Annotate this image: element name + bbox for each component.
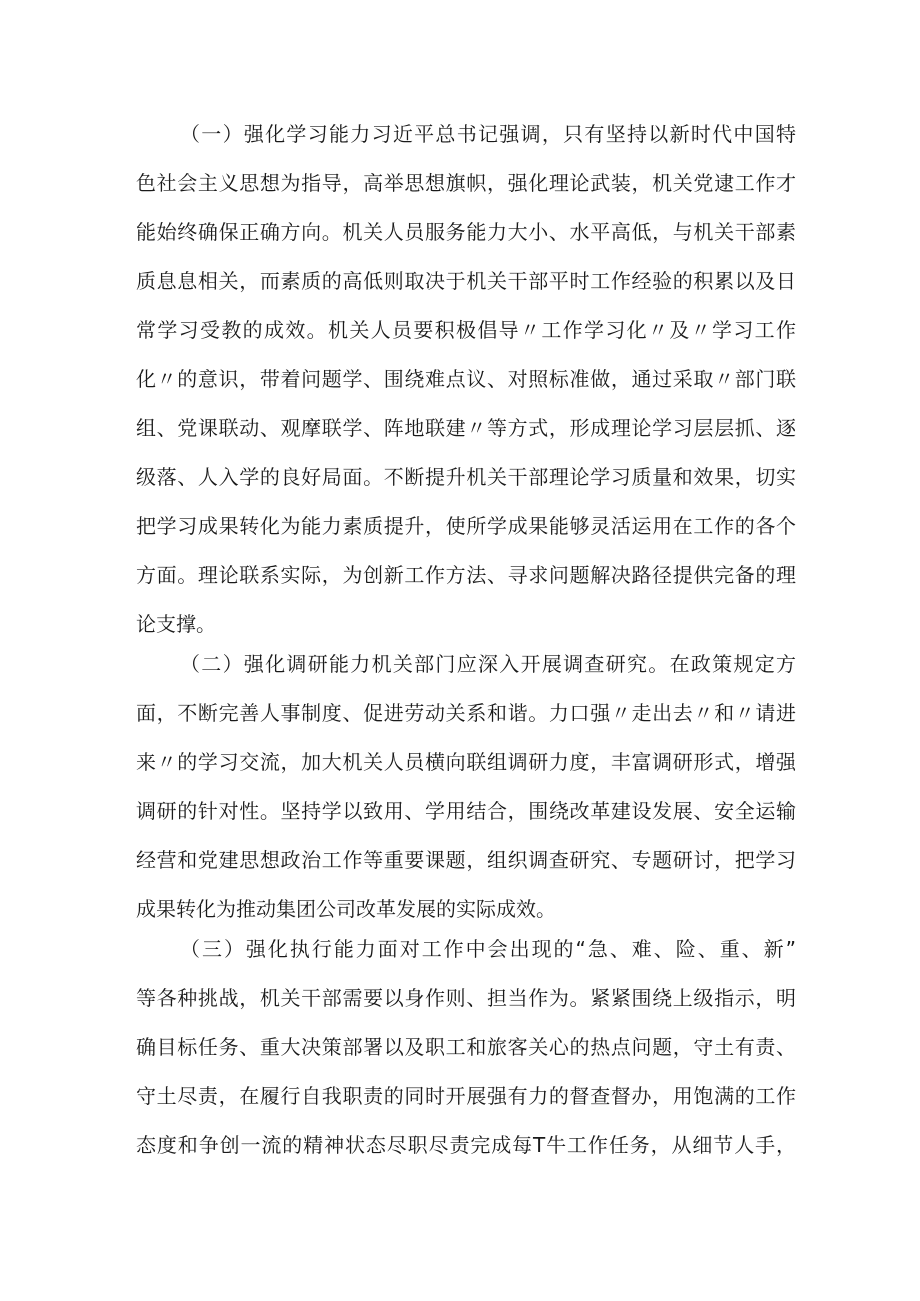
text-line: 级落、人入学的良好局面。不断提升机关干部理论学习质量和效果，切实 [136,465,796,489]
text-line: 成果转化为推动集团公司改革发展的实际成效。 [136,897,556,921]
text-line: 常学习受教的成效。机关人员要积极倡导〃工作学习化〃及〃学习工作 [136,318,796,342]
paragraph-research-ability [136,640,796,934]
text-line: 质息息相关，而素质的高低则取决于机关干部平时工作经验的积累以及日 [136,269,796,293]
text-line: 化〃的意识，带着问题学、围绕难点议、对照标准做，通过采取〃部门联 [136,367,796,391]
text-line: 态度和争创一流的精神状态尽职尽责完成每T牛工作任务，从细节人手， [136,1133,796,1157]
text-line: 来〃的学习交流，加大机关人员横向联组调研力度，丰富调研形式，增强 [136,750,796,774]
text-line: （一）强化学习能力习近平总书记强调，只有坚持以新时代中国特 [180,122,796,146]
text-line: （三）强化执行能力面对工作中会出现的“急、难、险、重、新” [180,937,796,961]
text-line: 色社会主义思想为指导，高举思想旗帜，强化理论武装，机关党逮工作才 [136,171,796,195]
text-line: 守土尽责，在履行自我职责的同时开展强有力的督查督办，用饱满的工作 [136,1084,796,1108]
text-line: 调研的针对性。坚持学以致用、学用结合，围绕改革建设发展、安全运输 [136,799,796,823]
text-line: 论支撑。 [136,612,216,636]
text-line: 能始终确保正确方向。机关人员服务能力大小、水平高低，与机关干部素 [136,220,796,244]
text-line: （二）强化调研能力机关部门应深入开展调查研究。在政策规定方 [180,652,796,676]
text-line: 把学习成果转化为能力素质提升，使所学成果能够灵活运用在工作的各个 [136,514,796,538]
paragraph-learning-ability [136,110,796,649]
text-line: 方面。理论联系实际，为创新工作方法、寻求问题解决路径提供完备的理 [136,563,796,587]
text-line: 确目标任务、重大决策部署以及职工和旅客关心的热点问题，守土有责、 [136,1035,796,1059]
paragraph-execution-ability [136,925,796,1170]
text-line: 面，不断完善人事制度、促进劳动关系和谐。力口强〃走出去〃和〃请进 [136,701,796,725]
text-line: 等各种挑战，机关干部需要以身作则、担当作为。紧紧围绕上级指示，明 [136,986,796,1010]
text-line: 组、党课联动、观摩联学、阵地联建〃等方式，形成理论学习层层抓、逐 [136,416,796,440]
text-line: 经营和党建思想政治工作等重要课题，组织调查研究、专题研讨，把学习 [136,848,796,872]
